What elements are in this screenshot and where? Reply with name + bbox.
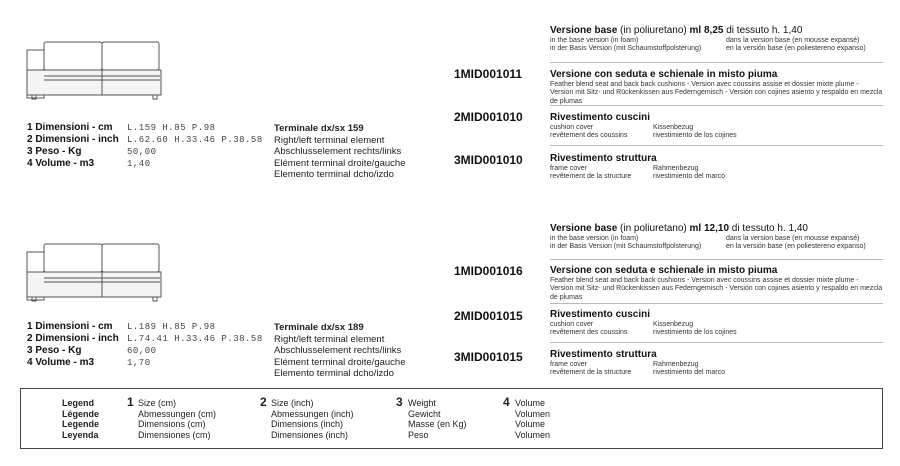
terminal-line: Elemento terminal dcho/izdo bbox=[274, 169, 394, 180]
sofa-terminal-189-drawing bbox=[26, 242, 162, 304]
dimension-row: 2 Dimensioni - inch L.74.41 H.33.46 P.38.58 bbox=[27, 333, 263, 344]
legend-box bbox=[20, 388, 883, 449]
product-code: 1MID001011 bbox=[454, 67, 523, 81]
dimensions-table bbox=[27, 122, 263, 170]
dimension-row: 2 Dimensioni - inch L.62.60 H.33.46 P.38.58 bbox=[27, 134, 263, 145]
product-code: 1MID001016 bbox=[454, 264, 523, 278]
dimensions-table bbox=[27, 321, 263, 369]
base-version-block: Versione base (in poliuretano) ml 8,25 di tessuto h. 1,40 in the base version (in foam) dans la version base (en mousse expansé) in der Basis Version (mit Schaumstoffpolsterung) en la versión base (en poliestereno expanso) bbox=[550, 25, 866, 53]
divider bbox=[550, 62, 883, 63]
dimension-row: 1 Dimensioni - cm L.159 H.85 P.98 bbox=[27, 122, 216, 133]
divider bbox=[550, 105, 883, 106]
terminal-description bbox=[274, 123, 406, 181]
sofa-terminal-159-drawing bbox=[26, 40, 162, 102]
terminal-line: Abschlusselement rechts/links bbox=[274, 146, 402, 157]
dimension-row: 1 Dimensioni - cm L.189 H.85 P.98 bbox=[27, 321, 216, 332]
dimension-row: 4 Volume - m3 1,70 bbox=[27, 357, 151, 368]
legend-number: 4 bbox=[503, 395, 510, 409]
legend-number: 2 bbox=[260, 395, 267, 409]
feather-version-block bbox=[550, 265, 883, 302]
structure-title: Rivestimento struttura bbox=[550, 349, 657, 360]
base-title: Versione base bbox=[550, 223, 618, 234]
legend-headers: Legend Légende Legende Leyenda bbox=[62, 398, 100, 440]
dimension-row: 3 Peso - Kg 50,00 bbox=[27, 146, 157, 157]
legend-column: Size (cm) Abmessungen (cm) Dimensions (cm) Dimensiones (cm) bbox=[138, 398, 217, 440]
divider bbox=[550, 303, 883, 304]
feather-title: Versione con seduta e schienale in misto piuma bbox=[550, 69, 778, 80]
feather-version-block bbox=[550, 69, 883, 106]
terminal-title: Terminale dx/sx 159 bbox=[274, 123, 364, 134]
legend-number: 1 bbox=[127, 395, 134, 409]
cushion-cover-block: Rivestimento cuscini cushion cover Kissenbezug revêtement des coussins rivestimiento de los cojines bbox=[550, 309, 883, 338]
product-code: 2MID001010 bbox=[454, 110, 523, 124]
terminal-line: Abschlusselement rechts/links bbox=[274, 345, 402, 356]
legend-column: Weight Gewicht Masse (en Kg) Peso bbox=[408, 398, 467, 440]
cushion-title: Rivestimento cuscini bbox=[550, 309, 651, 320]
terminal-line: Right/left terminal element bbox=[274, 333, 385, 345]
legend-column: Size (inch) Abmessungen (inch) Dimensions (inch) Dimensiones (inch) bbox=[271, 398, 354, 440]
feather-text: Feather blend seat and back back cushions - Version avec coussins assise et dossier mixte plume - Version mit Sitz- und Rückenkissen aus Federngemisch - Versión con cojines asiento y respaldo en mezcla de plumas bbox=[550, 277, 883, 301]
feather-text: Feather blend seat and back back cushions - Version avec coussins assise et dossier mixte plume - Version mit Sitz- und Rückenkissen aus Federngemisch - Versión con cojines asiento y respaldo en mezcla de plumas bbox=[550, 81, 883, 105]
divider bbox=[550, 342, 883, 343]
product-code: 2MID001015 bbox=[454, 309, 523, 323]
terminal-line: Elément terminal droite/gauche bbox=[274, 356, 406, 368]
feather-title: Versione con seduta e schienale in misto piuma bbox=[550, 265, 778, 276]
structure-title: Rivestimento struttura bbox=[550, 153, 657, 164]
divider bbox=[550, 145, 883, 146]
terminal-line: Elemento terminal dcho/izdo bbox=[274, 368, 394, 379]
divider bbox=[550, 259, 883, 260]
terminal-description bbox=[274, 322, 406, 380]
terminal-title: Terminale dx/sx 189 bbox=[274, 322, 364, 333]
base-version-block: Versione base (in poliuretano) ml 12,10 di tessuto h. 1,40 in the base version (in foam) dans la version base (en mousse expansé) in der Basis Version (mit Schaumstoffpolsterung) en la versión base (en poliestereno expanso) bbox=[550, 223, 866, 251]
terminal-line: Elément terminal droite/gauche bbox=[274, 157, 406, 169]
legend-column: Volume Volumen Volume Volumen bbox=[515, 398, 551, 440]
frame-cover-block: Rivestimento struttura frame cover Rahmenbezug revêtement de la structure rivestimiento del marco bbox=[550, 153, 883, 182]
cushion-title: Rivestimento cuscini bbox=[550, 112, 651, 123]
terminal-line: Right/left terminal element bbox=[274, 134, 385, 146]
product-code: 3MID001015 bbox=[454, 350, 523, 364]
frame-cover-block: Rivestimento struttura frame cover Rahmenbezug revêtement de la structure rivestimiento del marco bbox=[550, 349, 883, 378]
base-title: Versione base bbox=[550, 25, 618, 36]
cushion-cover-block: Rivestimento cuscini cushion cover Kissenbezug revêtement des coussins rivestimiento de los cojines bbox=[550, 112, 883, 141]
legend-number: 3 bbox=[396, 395, 403, 409]
dimension-row: 3 Peso - Kg 60,00 bbox=[27, 345, 157, 356]
product-code: 3MID001010 bbox=[454, 153, 523, 167]
dimension-row: 4 Volume - m3 1,40 bbox=[27, 158, 151, 169]
